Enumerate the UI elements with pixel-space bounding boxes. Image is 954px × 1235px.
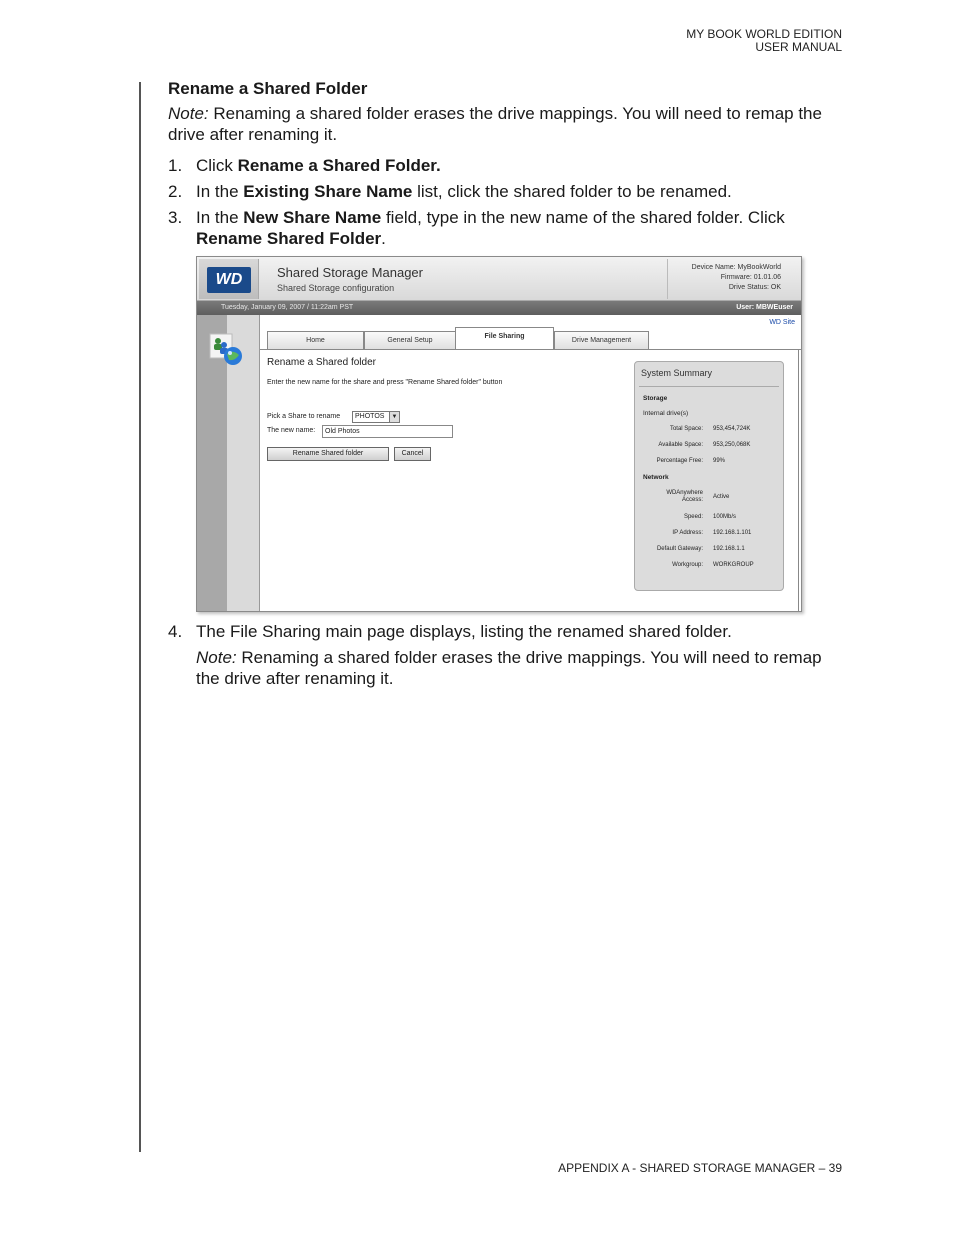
step-number: 2. [168,182,183,201]
step-text: . [381,229,386,248]
available-space-label: Available Space: [658,442,703,448]
app-subtitle: Shared Storage configuration [277,283,395,293]
percentage-free-value: 99% [713,458,726,464]
default-gateway-label: Default Gateway: [656,546,703,552]
instruction-text: Enter the new name for the share and press "Rename Shared folder" button [267,379,503,386]
wd-logo: WD [207,267,251,293]
note-paragraph [168,103,838,145]
note-label: Note: [168,104,209,123]
ip-address-label: IP Address: [672,530,703,536]
section-title: Rename a Shared Folder [168,79,368,98]
speed-label: Speed: [683,514,703,520]
step-4 [168,621,828,642]
internal-drives-label: Internal drive(s) [643,410,689,417]
left-margin-rule [139,82,141,1152]
page-header [686,28,842,54]
tab-drive-management[interactable]: Drive Management [554,331,649,349]
step-1 [168,155,838,176]
drive-status: Drive Status: OK [728,284,781,291]
workgroup-value: WORKGROUP [713,562,754,568]
step-number: 1. [168,156,183,175]
step-text: list, click the shared folder to be renamed. [412,182,732,201]
step-number: 3. [168,208,183,227]
ip-address-value: 192.168.1.101 [713,530,752,536]
chevron-down-icon[interactable]: ▼ [389,412,399,422]
step-bold-text: New Share Name [243,208,382,227]
header-line-1: MY BOOK WORLD EDITION [686,27,842,41]
tab-divider [260,349,801,350]
date-text: Tuesday, January 09, 2007 / 11:22am PST [221,304,354,311]
total-space-label: Total Space: [669,426,703,432]
step-4-block [168,621,828,689]
user-text: User: MBWEuser [736,304,793,311]
step-bold-text: Rename Shared Folder [196,229,382,248]
note-body: Renaming a shared folder erases the drive mappings. You will need to remap the drive after renaming it. [168,104,822,144]
speed-value: 100Mb/s [713,514,737,520]
step-number: 4. [168,622,183,641]
available-space-value: 953,250,068K [713,442,751,448]
step-2 [168,181,838,202]
page-footer: APPENDIX A - SHARED STORAGE MANAGER – 39 [558,1161,842,1175]
note-label: Note: [196,648,237,667]
step-text: field, type in the new name of the shared folder. Click [381,208,785,227]
rename-shared-folder-button[interactable]: Rename Shared folder [267,447,389,461]
percentage-free-label: Percentage Free: [656,458,703,464]
workgroup-label: Workgroup: [672,562,703,568]
tab-file-sharing[interactable]: File Sharing [455,327,554,349]
tab-home[interactable]: Home [267,331,364,349]
note-body: Renaming a shared folder erases the drive mappings. You will need to remap the drive after renaming it. [196,648,822,688]
default-gateway-value: 192.168.1.1 [713,546,745,552]
header-line-2: USER MANUAL [755,40,842,54]
app-title: Shared Storage Manager [277,265,423,280]
new-name-label: The new name: [267,427,316,434]
network-heading: Network [643,474,669,481]
total-space-value: 953,454,724K [713,426,751,432]
note-paragraph-2 [168,647,828,689]
step-bold-text: Rename a Shared Folder. [237,156,441,175]
tab-general-setup[interactable]: General Setup [364,331,456,349]
step-text: In the [196,208,244,227]
step-text: The File Sharing main page displays, listing the renamed shared folder. [196,622,732,641]
steps-list [168,155,838,249]
firmware: Firmware: 01.01.06 [720,274,781,281]
step-text: Click [196,156,238,175]
app-header [197,257,801,301]
system-summary-panel [634,361,784,591]
logo-area [199,259,259,299]
status-bar [197,301,801,315]
wdanywhere-label: WDAnywhere Access: [666,490,703,503]
step-bold-text: Existing Share Name [243,182,413,201]
share-select[interactable] [352,411,400,423]
cancel-button[interactable]: Cancel [394,447,431,461]
wd-site-link[interactable]: WD Site [769,319,795,326]
wdanywhere-value: Active [713,494,730,500]
panel-border [798,349,799,611]
main-content [168,78,838,254]
share-select-value: PHOTOS [355,413,385,420]
embedded-screenshot [196,256,802,612]
step-3 [168,207,838,249]
step-text: In the [196,182,244,201]
summary-title: System Summary [641,368,713,378]
summary-divider [639,386,779,387]
file-sharing-icon [209,333,243,367]
device-name: Device Name: MyBookWorld [691,264,781,271]
new-name-input[interactable]: Old Photos [322,425,453,438]
device-info [667,259,799,299]
storage-heading: Storage [643,395,668,402]
panel-title: Rename a Shared folder [267,357,376,368]
pick-share-label: Pick a Share to rename [267,413,341,420]
